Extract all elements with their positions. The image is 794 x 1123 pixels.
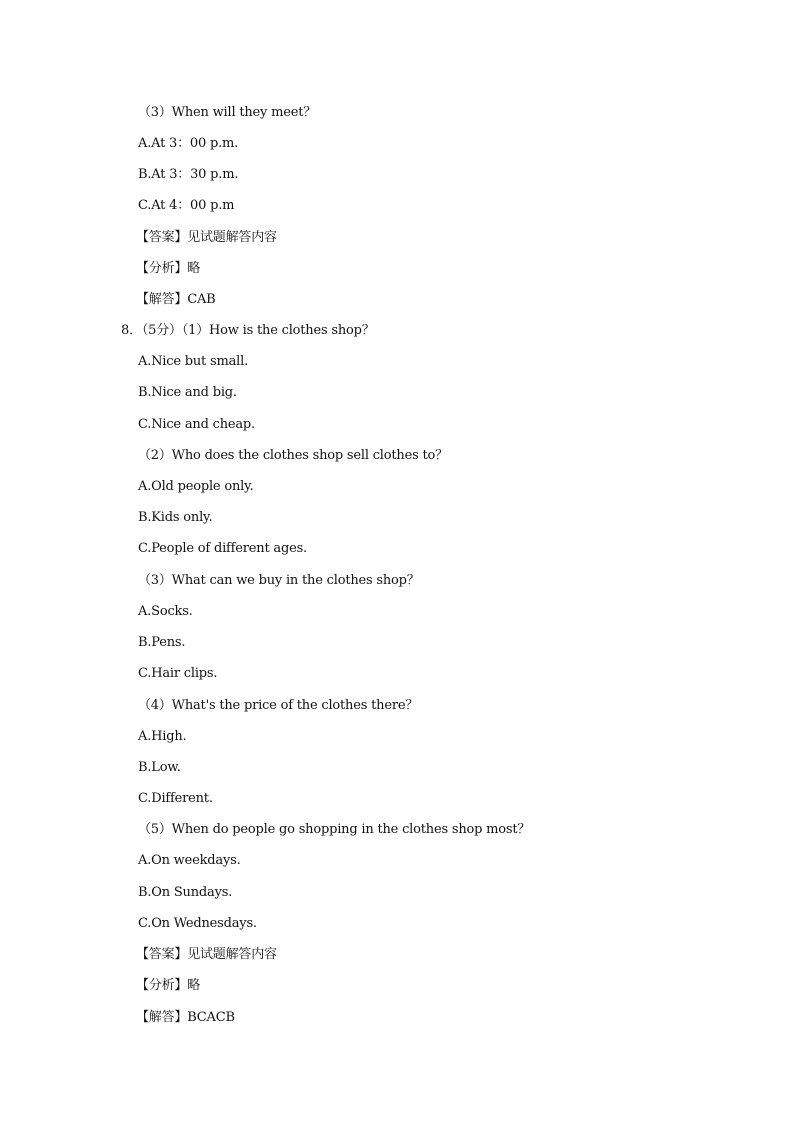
q7-solution-tag: 【解答】CAB [136,292,216,307]
q8-analysis-tag: 【分析】略 [136,978,201,993]
q8-sub2-question: （2）Who does the clothes shop sell clothes to？ [138,448,448,463]
q8-sub4-option-a: A.High. [138,729,187,744]
q7-answer-tag: 【答案】见试题解答内容 [136,230,277,245]
q8-sub3-option-b: B.Pens. [138,635,186,650]
q7-analysis-tag: 【分析】略 [136,261,201,276]
q7-sub3-option-a: A.At 3：00 p.m. [138,136,239,151]
q8-sub5-option-b: B.On Sundays. [138,885,233,900]
q8-sub1-option-a: A.Nice but small. [138,354,249,369]
q8-sub1-option-c: C.Nice and cheap. [138,417,255,432]
q8-sub5-option-a: A.On weekdays. [138,853,241,868]
q7-sub3-option-b: B.At 3：30 p.m. [138,167,239,182]
q8-sub4-option-b: B.Low. [138,760,181,775]
q8-header: 8．（5分）（1）How is the clothes shop？ [121,323,375,338]
q8-solution-tag: 【解答】BCACB [136,1010,235,1025]
q8-sub3-option-c: C.Hair clips. [138,666,218,681]
q7-sub3-question: （3）When will they meet？ [138,105,317,120]
q8-sub2-option-b: B.Kids only. [138,510,213,525]
q8-sub4-question: （4）What's the price of the clothes there？ [138,698,419,713]
q8-sub1-option-b: B.Nice and big. [138,385,237,400]
q8-sub5-question: （5）When do people go shopping in the clothes shop most？ [138,822,531,837]
q8-sub3-question: （3）What can we buy in the clothes shop？ [138,573,420,588]
q8-sub5-option-c: C.On Wednesdays. [138,916,257,931]
q8-sub4-option-c: C.Different. [138,791,213,806]
q8-sub2-option-c: C.People of different ages. [138,541,307,556]
q8-answer-tag: 【答案】见试题解答内容 [136,947,277,962]
q7-sub3-option-c: C.At 4：00 p.m [138,198,235,213]
q8-sub2-option-a: A.Old people only. [138,479,254,494]
q8-sub3-option-a: A.Socks. [138,604,193,619]
